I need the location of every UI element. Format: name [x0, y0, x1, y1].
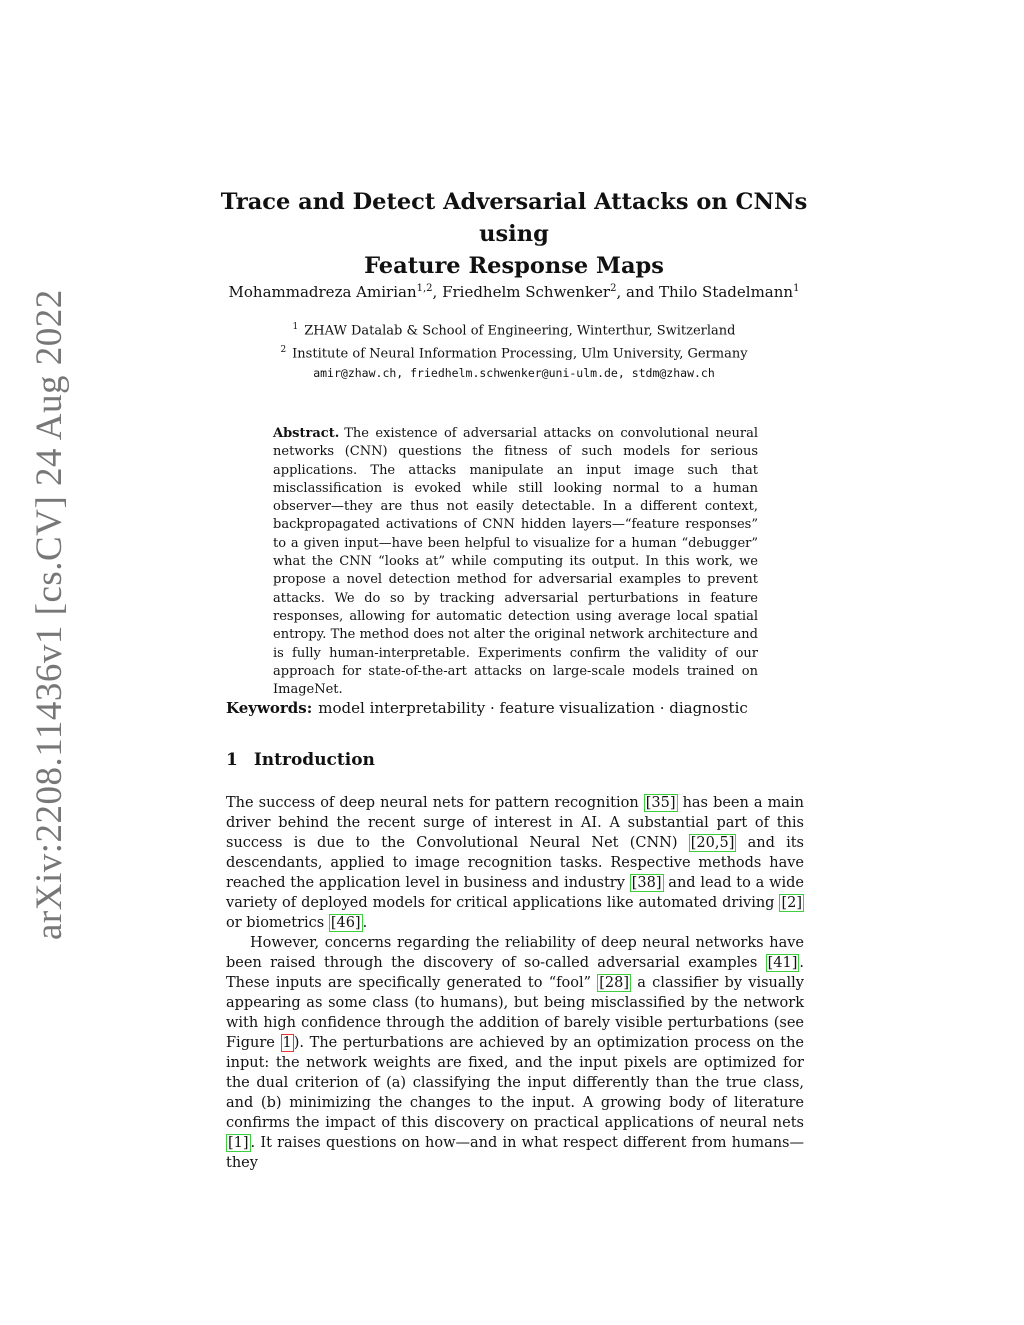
author-emails[interactable]: amir@zhaw.ch, friedhelm.schwenker@uni-ulm.de, stdm@zhaw.ch: [313, 365, 715, 380]
affiliation-2: [214, 341, 814, 364]
body-text: and lead to a wide variety of deployed models for critical applications like automated driving: [226, 875, 804, 911]
abstract: [273, 425, 758, 699]
section-heading-introduction: [226, 750, 375, 770]
introduction-body: [226, 793, 804, 1173]
citation-link[interactable]: [1]: [228, 1135, 249, 1151]
affiliation-text: ZHAW Datalab & School of Engineering, Winterthur, Switzerland: [304, 323, 736, 339]
body-text: and its descendants, applied to image recognition tasks. Respective methods have reached the application level in business and industry: [226, 835, 804, 891]
title-line-2: Feature Response Maps: [364, 253, 664, 279]
section-number: 1: [226, 750, 238, 770]
citation-link[interactable]: [41]: [767, 955, 798, 971]
body-text: .: [362, 915, 368, 931]
figure-reference-link[interactable]: 1: [282, 1035, 292, 1051]
section-title: Introduction: [253, 750, 375, 770]
paper-title: [214, 186, 814, 282]
citation-link[interactable]: [2]: [781, 895, 802, 911]
body-text: . It raises questions on how—and in what respect different from humans—they: [226, 1135, 804, 1171]
body-text: has been a main driver behind the recent surge of interest in AI. A substantial part of this success is due to the Convolutional Neural Net (CNN): [226, 795, 804, 851]
body-text: a classifier by visually appearing as some class (to humans), but being misclassified by the network with high confidence through the addition of barely visible perturbations (see Figure: [226, 975, 804, 1051]
body-text: However, concerns regarding the reliability of deep neural networks have been raised through the discovery of so-called adversarial examples: [226, 935, 804, 971]
author-separator: , and: [616, 283, 659, 301]
keywords-text: model interpretability · feature visualization · diagnostic: [318, 699, 748, 717]
author-affiliation-marker: 1,2: [416, 283, 433, 294]
citation-link[interactable]: [35]: [645, 795, 676, 811]
arxiv-identifier: arXiv:2208.11436v1 [cs.CV] 24 Aug 2022: [29, 289, 70, 940]
author-list: [214, 283, 814, 301]
abstract-text: The existence of adversarial attacks on convolutional neural networks (CNN) questions the fitness of such models for serious applications. The attacks manipulate an input image such that misclassification is evoked while still looking normal to a human observer—they are thus not easily detectable. In a different context, backpropagated activations of CNN hidden layers—“feature responses” to a given input—have been helpful to visualize for a human “debugger” what the CNN “looks at” while computing its output. In this work, we propose a novel detection method for adversarial examples to prevent attacks. We do so by tracking adversarial perturbations in feature responses, allowing for automatic detection using average local spatial entropy. The method does not alter the original network architecture and is fully human-interpretable. Experiments confirm the validity of our approach for state-of-the-art attacks on large-scale models trained on ImageNet.: [273, 426, 758, 698]
citation-link[interactable]: [20,5]: [690, 835, 735, 851]
affiliations: [214, 318, 814, 382]
affiliation-number: 1: [292, 322, 299, 332]
paragraph: [226, 933, 804, 1173]
affiliation-text: Institute of Neural Information Processing, Ulm University, Germany: [292, 346, 748, 362]
body-text: . These inputs are specifically generated to “fool”: [226, 955, 804, 991]
keywords-label: Keywords:: [226, 699, 313, 717]
keywords: [226, 699, 806, 717]
affiliation-number: 2: [280, 344, 287, 355]
author-amirian: Mohammadreza Amirian: [228, 283, 417, 301]
body-text: or biometrics: [226, 915, 329, 931]
abstract-label: Abstract.: [273, 426, 340, 441]
author-affiliation-marker: 2: [610, 283, 617, 294]
author-separator: ,: [432, 283, 443, 301]
body-text: ). The perturbations are achieved by an optimization process on the input: the network weights are fixed, and the input pixels are optimized for the dual criterion of (a) classifying the input differently than the true class, and (b) minimizing the changes to the input. A growing body of literature confirms the impact of this discovery on practical applications of neural nets: [226, 1035, 804, 1131]
author-stadelmann: Thilo Stadelmann: [659, 283, 794, 301]
citation-link[interactable]: [28]: [599, 975, 630, 991]
affiliation-1: [214, 318, 814, 341]
body-text: The success of deep neural nets for pattern recognition: [226, 795, 644, 811]
citation-link[interactable]: [46]: [330, 915, 361, 931]
author-affiliation-marker: 1: [793, 283, 800, 294]
citation-link[interactable]: [38]: [631, 875, 662, 891]
paragraph: [226, 793, 804, 933]
title-line-1: Trace and Detect Adversarial Attacks on CNNs using: [220, 189, 808, 247]
author-schwenker: Friedhelm Schwenker: [442, 283, 611, 301]
